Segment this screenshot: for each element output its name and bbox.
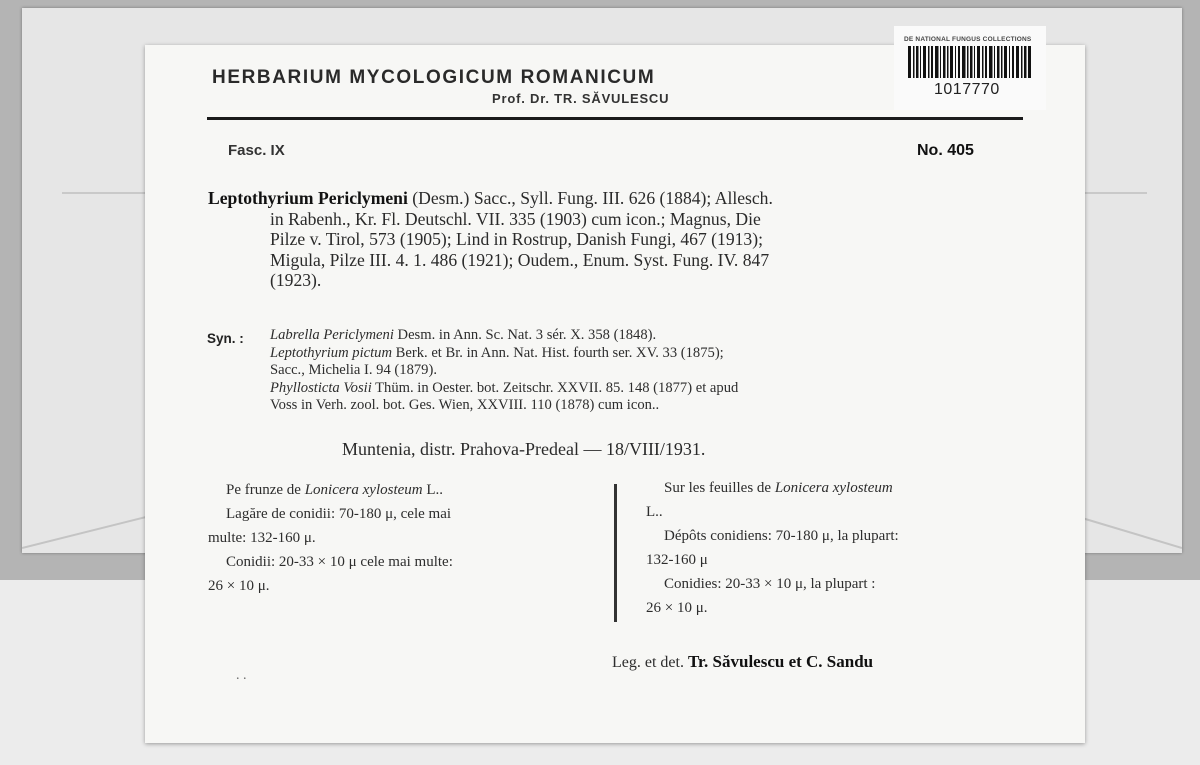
barcode-icon <box>908 46 1032 78</box>
ro-line-4: Conidii: 20-33 × 10 μ cele mai multe: <box>226 554 453 570</box>
synonyms-list <box>270 327 1026 415</box>
synonym-name-3: Phyllosticta Vosii <box>270 379 372 396</box>
species-citation <box>208 188 1026 291</box>
french-description <box>646 476 1031 620</box>
fr-line-3: Dépôts conidiens: 70-180 μ, la plupart: <box>664 528 899 544</box>
column-divider <box>614 484 617 622</box>
ro-line-3: multe: 132-160 μ. <box>208 530 316 546</box>
header-rule <box>207 117 1023 120</box>
herbarium-title: HERBARIUM MYCOLOGICUM ROMANICUM <box>212 67 656 88</box>
citation-line-1 <box>208 188 1026 209</box>
fr-host-line: Sur les feuilles de Lonicera xylosteum <box>664 480 893 496</box>
fr-line-5: Conidies: 20-33 × 10 μ, la plupart : <box>664 576 876 592</box>
ro-line-2: Lagăre de conidii: 70-180 μ, cele mai <box>226 506 452 522</box>
collector-names: Tr. Săvulescu et C. Sandu <box>687 652 874 671</box>
synonym-name-2: Leptothyrium pictum <box>270 344 393 361</box>
synonym-line-1: Labrella Periclymeni Desm. in Ann. Sc. Nat. 3 sér. X. 358 (1848). <box>270 327 657 343</box>
barcode-institution: DE NATIONAL FUNGUS COLLECTIONS <box>904 36 1032 43</box>
ro-host-line: Pe frunze de Lonicera xylosteum L.. <box>226 482 444 498</box>
species-name: Leptothyrium Periclymeni <box>208 188 408 208</box>
fr-host-name: Lonicera xylosteum <box>774 480 893 496</box>
barcode-label <box>894 26 1046 110</box>
species-authority: (Desm.) Sacc., Syll. Fung. III. 626 (1884); Allesch. <box>407 188 773 208</box>
synonym-line-2: Leptothyrium pictum Berk. et Br. in Ann. Nat. Hist. fourth ser. XV. 33 (1875); <box>270 344 724 361</box>
fascicle-label: Fasc. IX <box>228 142 285 159</box>
collector-line: Leg. et det. Tr. Săvulescu et C. Sandu <box>612 652 874 671</box>
romanian-description <box>208 478 593 598</box>
ro-line-5: 26 × 10 μ. <box>208 578 270 594</box>
locality-date: Muntenia, distr. Prahova-Predeal — 18/VIII/1931. <box>342 439 706 459</box>
synonym-line-4: Phyllosticta Vosii Thüm. in Oester. bot. Zeitschr. XXVII. 85. 148 (1877) et apud <box>270 379 739 396</box>
barcode-number: 1017770 <box>934 81 1000 98</box>
specimen-number: No. 405 <box>917 142 974 159</box>
synonym-line-3: Sacc., Michelia I. 94 (1879). <box>270 362 437 379</box>
fr-line-6: 26 × 10 μ. <box>646 600 708 616</box>
synonyms-label: Syn. : <box>207 331 244 346</box>
fr-line-4: 132-160 μ <box>646 552 708 568</box>
citation-line-2: in Rabenh., Kr. Fl. Deutschl. VII. 335 (1903) cum icon.; Magnus, Die <box>270 208 761 229</box>
stray-marks: . . <box>236 668 247 683</box>
citation-line-5: (1923). <box>270 270 322 290</box>
citation-line-3: Pilze v. Tirol, 573 (1905); Lind in Rostrup, Danish Fungi, 467 (1913); <box>270 229 763 249</box>
ro-host-name: Lonicera xylosteum <box>304 482 423 498</box>
citation-line-4: Migula, Pilze III. 4. 1. 486 (1921); Oudem., Enum. Syst. Fung. IV. 847 <box>270 249 770 270</box>
synonym-name-1: Labrella Periclymeni <box>270 327 394 343</box>
synonym-line-5: Voss in Verh. zool. bot. Ges. Wien, XXVIII. 110 (1878) cum icon.. <box>270 397 660 414</box>
herbarium-subtitle: Prof. Dr. TR. SĂVULESCU <box>492 91 670 106</box>
fr-line-2: L.. <box>646 504 663 520</box>
